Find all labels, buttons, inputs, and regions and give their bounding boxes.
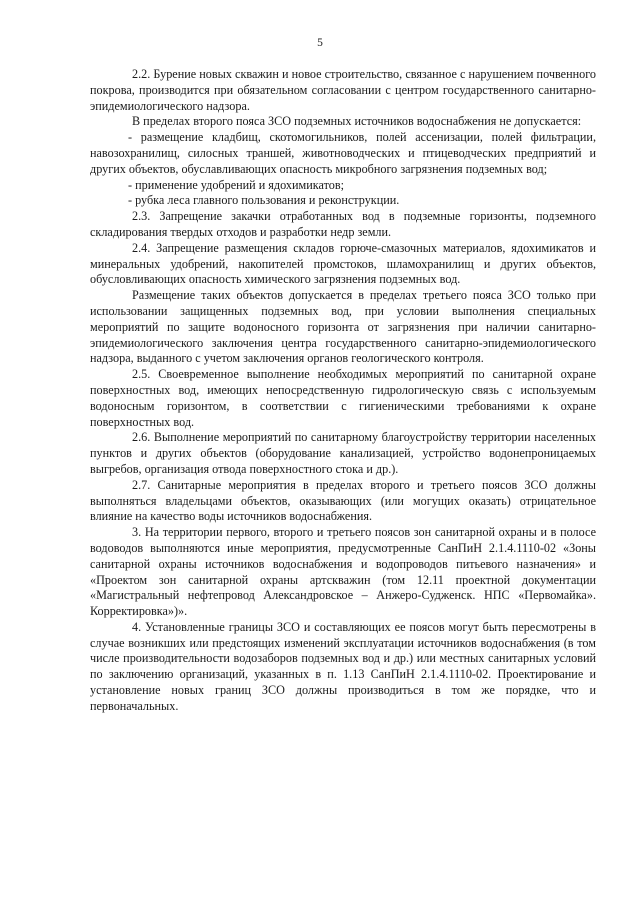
- paragraph-2-7: 2.7. Санитарные мероприятия в пределах второго и третьего поясов ЗСО должны выполняться владельцами объектов, оказывающих (или могущих оказать) отрицательное влияние на качество воды источников водоснабжения.: [90, 477, 596, 524]
- paragraph-2-2: 2.2. Бурение новых скважин и новое строительство, связанное с нарушением почвенного покрова, производится при обязательном согласовании с центром государственного санитарно-эпидемиологического надзора.: [90, 67, 596, 113]
- paragraph-3: 3. На территории первого, второго и третьего поясов зон санитарной охраны и в полосе водоводов выполняются иные мероприятия, предусмотренные СанПиН 2.1.4.1110-02 «Зоны санитарной охраны источников водоснабжения и водопроводов питьевого назначения» и «Проектом зон санитарной охраны артскважин (том 12.11 проектной документации «Магистральный нефтепровод Александровское – Анжеро-Судженск. НПС «Первомайка». Корректировка»)».: [90, 525, 596, 619]
- paragraph-4: 4. Установленные границы ЗСО и составляющих ее поясов могут быть пересмотрены в случае возникших или предстоящих изменений эксплуатации источников водоснабжения (в том числе производительности водозаборов подземных вод и др.) или местных санитарных условий по заключению организаций, указанных в п. 1.13 СанПиН 2.1.4.1110-02. Проектирование и установление новых границ ЗСО должны производиться в том же порядке, что и первоначальных.: [90, 619, 596, 713]
- page-number: 5: [317, 37, 323, 49]
- paragraph-2-4: 2.4. Запрещение размещения складов горюче-смазочных материалов, ядохимикатов и минеральных удобрений, накопителей промстоков, шламохранилищ и других объектов, обусловливающих опасность химического загрязнения подземных вод.: [90, 240, 596, 287]
- paragraph-second-belt-intro: В пределах второго пояса ЗСО подземных источников водоснабжения не допускается:: [132, 114, 582, 129]
- paragraph-third-belt: Размещение таких объектов допускается в пределах третьего пояса ЗСО только при использовании защищенных подземных вод, при условии выполнения специальных мероприятий по защите водоносного горизонта от загрязнения при наличии санитарно-эпидемиологического заключения центра государственного санитарно-эпидемиологического надзора, выданного с учетом заключения органов геологического контроля.: [90, 288, 596, 366]
- document-body: [90, 67, 596, 715]
- paragraph-2-3: 2.3. Запрещение закачки отработанных вод в подземные горизонты, подземного складирования твердых отходов и разработки недр земли.: [90, 209, 596, 239]
- list-item-logging: - рубка леса главного пользования и реконструкции.: [128, 193, 400, 208]
- list-item-cemeteries: - размещение кладбищ, скотомогильников, полей ассенизации, полей фильтрации, навозохранилищ, силосных траншей, животноводческих и птицеводческих предприятий и других объектов, обуславливающих опасность микробного загрязнения подземных вод;: [90, 130, 596, 176]
- list-item-fertilizers: - применение удобрений и ядохимикатов;: [128, 177, 344, 192]
- paragraph-2-6: 2.6. Выполнение мероприятий по санитарному благоустройству территории населенных пунктов и других объектов (оборудование канализацией, устройство водонепроницаемых выгребов, организация отвода поверхностного стока и др.).: [90, 430, 596, 476]
- paragraph-2-5: 2.5. Своевременное выполнение необходимых мероприятий по санитарной охране поверхностных вод, имеющих непосредственную гидрологическую связь с используемым водоносным горизонтом, в соответствии с гигиеническими требованиями к охране поверхностных вод.: [90, 367, 596, 429]
